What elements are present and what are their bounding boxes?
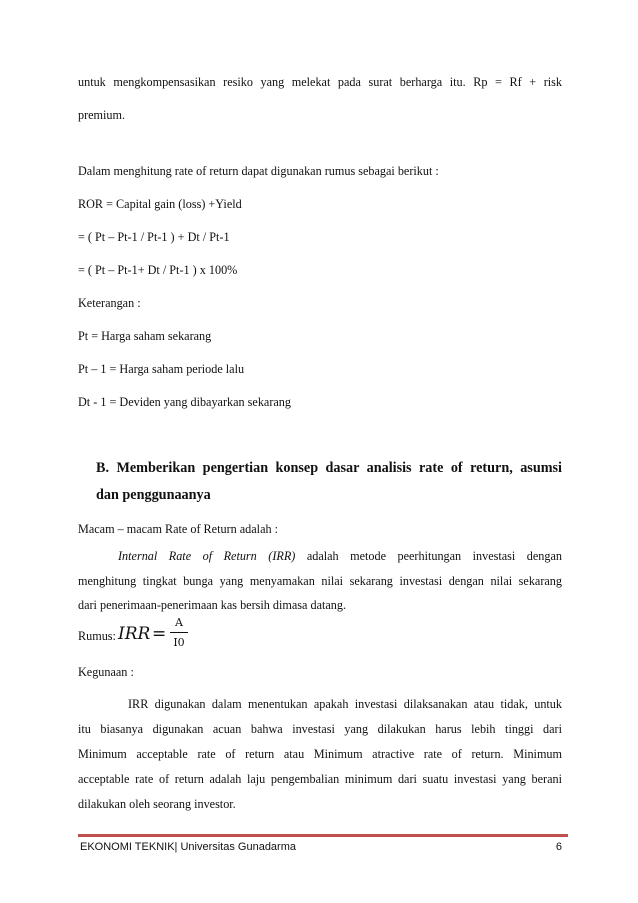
- formula-lhs: IRR: [118, 624, 151, 644]
- irr-line-3: dari penerimaan-penerimaan kas bersih dimasa datang.: [78, 598, 347, 612]
- ror-formula-2: = ( Pt – Pt-1 / Pt-1 ) + Dt / Pt-1: [78, 230, 230, 244]
- definition-pt-1: Pt – 1 = Harga saham periode lalu: [78, 362, 245, 376]
- intro-line-1: untuk mengkompensasikan resiko yang melekat pada surat berharga itu. Rp = Rf + risk: [78, 75, 562, 89]
- fraction-bar: [170, 632, 188, 633]
- formula-denominator: I0: [173, 636, 185, 649]
- irr-term: Internal Rate of Return (IRR): [118, 549, 296, 563]
- kegunaan-label: Kegunaan :: [78, 665, 134, 679]
- formula-fraction: [170, 616, 188, 650]
- irr-line-2: menghitung tingkat bunga yang menyamakan nilai sekarang investasi dengan nilai sekarang: [78, 574, 562, 588]
- kegunaan-line-2: itu biasanya digunakan acuan bahwa investasi yang dilakukan harus lebih tinggi dari: [78, 722, 562, 736]
- footer-title: EKONOMI TEKNIK| Universitas Gunadarma: [80, 841, 296, 853]
- kegunaan-line-1: IRR digunakan dalam menentukan apakah investasi dilaksanakan atau tidak, untuk: [128, 697, 562, 711]
- section-b-heading-line-1: B. Memberikan pengertian konsep dasar analisis rate of return, asumsi: [96, 460, 562, 476]
- irr-line-1: [118, 549, 562, 564]
- ror-formula-1: ROR = Capital gain (loss) +Yield: [78, 197, 242, 211]
- section-b-heading-line-2: dan penggunaanya: [96, 487, 211, 503]
- definition-dt-1: Dt - 1 = Deviden yang dibayarkan sekarang: [78, 395, 291, 409]
- formula-equals: =: [152, 624, 167, 644]
- kegunaan-line-3: Minimum acceptable rate of return atau Minimum atractive rate of return. Minimum: [78, 747, 562, 761]
- ror-intro: Dalam menghitung rate of return dapat digunakan rumus sebagai berikut :: [78, 164, 439, 178]
- macam-rate-of-return: Macam – macam Rate of Return adalah :: [78, 522, 278, 536]
- kegunaan-line-5: dilakukan oleh seorang investor.: [78, 797, 236, 811]
- footer-divider: [78, 834, 568, 837]
- ror-formula-3: = ( Pt – Pt-1+ Dt / Pt-1 ) x 100%: [78, 263, 238, 277]
- intro-line-2: premium.: [78, 108, 126, 122]
- irr-line-1-rest: adalah metode peerhitungan investasi dengan: [295, 549, 562, 563]
- rumus-label: Rumus:: [78, 629, 116, 643]
- formula-numerator: A: [175, 616, 183, 629]
- page-number: 6: [555, 841, 562, 853]
- definition-pt: Pt = Harga saham sekarang: [78, 329, 212, 343]
- kegunaan-line-4: acceptable rate of return adalah laju pengembalian minimum dari suatu investasi yang berani: [78, 772, 562, 786]
- keterangan-label: Keterangan :: [78, 296, 141, 310]
